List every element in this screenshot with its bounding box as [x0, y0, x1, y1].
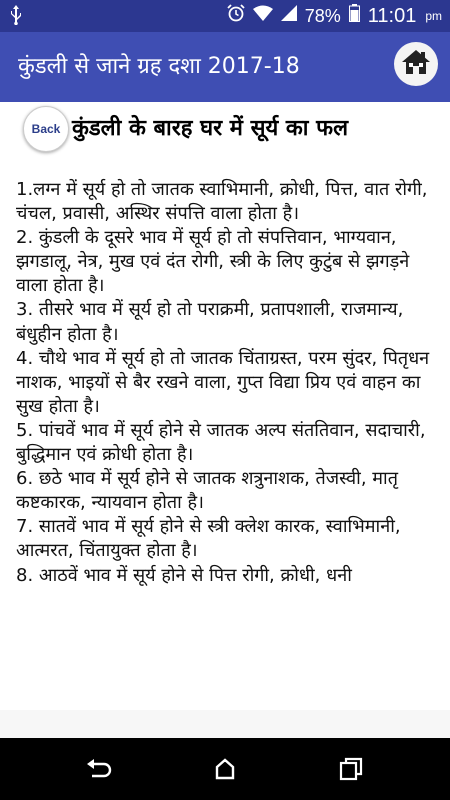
signal-icon [281, 5, 297, 27]
bottom-spacer [0, 710, 450, 738]
battery-percent: 78% [304, 5, 341, 26]
app-bar [0, 32, 450, 102]
usb-icon [10, 5, 22, 30]
alarm-icon [227, 4, 245, 28]
app-title: कुंडली से जाने ग्रह दशा 2017-18 [18, 54, 300, 79]
wifi-icon [253, 5, 273, 27]
paragraph-4: 4. चौथे भाव में सूर्य हो तो जातक चिंताग्रस्त, परम सुंदर, पितृधन नाशक, भाइयों से बैर रखने वाला, गुप्त विद्या प्रिय एवं वाहन का सुख होता है। [16, 347, 430, 417]
paragraph-6: 6. छठे भाव में सूर्य होने से जातक शत्रुनाशक, तेजस्वी, मातृ कष्टकारक, न्यायवान होता है। [16, 468, 398, 514]
page-heading: कुंडली के बारह घर में सूर्य का फल [72, 116, 348, 141]
article-text [16, 178, 436, 588]
home-icon [401, 48, 431, 80]
paragraph-2: 2. कुंडली के दूसरे भाव में सूर्य हो तो संपत्तिवान, भाग्यवान, झगडालू, नेत्र, मुख एवं दंत रोगी, स्त्री के लिए कुटुंब से झगड़ने वाला होता है। [16, 227, 410, 297]
recents-nav-icon[interactable] [336, 754, 366, 784]
clock-ampm: pm [425, 9, 442, 23]
status-bar [0, 0, 450, 32]
battery-icon [349, 4, 360, 28]
navigation-bar [0, 738, 450, 800]
back-button[interactable]: Back [23, 106, 69, 152]
paragraph-1: 1.लग्न में सूर्य हो तो जातक स्वाभिमानी, क्रोधी, पित्त, वात रोगी, चंचल, प्रवासी, अस्थिर संपत्ति वाला होता है। [16, 179, 428, 225]
paragraph-8: 8. आठवें भाव में सूर्य होने से पित्त रोगी, क्रोधी, धनी [16, 564, 352, 586]
content-area [0, 102, 450, 710]
content-header [0, 102, 450, 158]
home-nav-icon[interactable] [210, 754, 240, 784]
clock-time: 11:01 [367, 4, 417, 27]
paragraph-3: 3. तीसरे भाव में सूर्य हो तो पराक्रमी, प्रतापशाली, राजमान्य, बंधुहीन होता है। [16, 299, 404, 345]
home-button[interactable] [394, 42, 438, 86]
paragraph-7: 7. सातवें भाव में सूर्य होने से स्त्री क्लेश कारक, स्वाभिमानी, आत्मरत, चिंतायुक्त होता है। [16, 516, 401, 562]
paragraph-5: 5. पांचवें भाव में सूर्य होने से जातक अल्प संततिवान, सदाचारी, बुद्धिमान एवं क्रोधी होता है। [16, 419, 426, 466]
back-nav-icon[interactable] [84, 754, 114, 784]
